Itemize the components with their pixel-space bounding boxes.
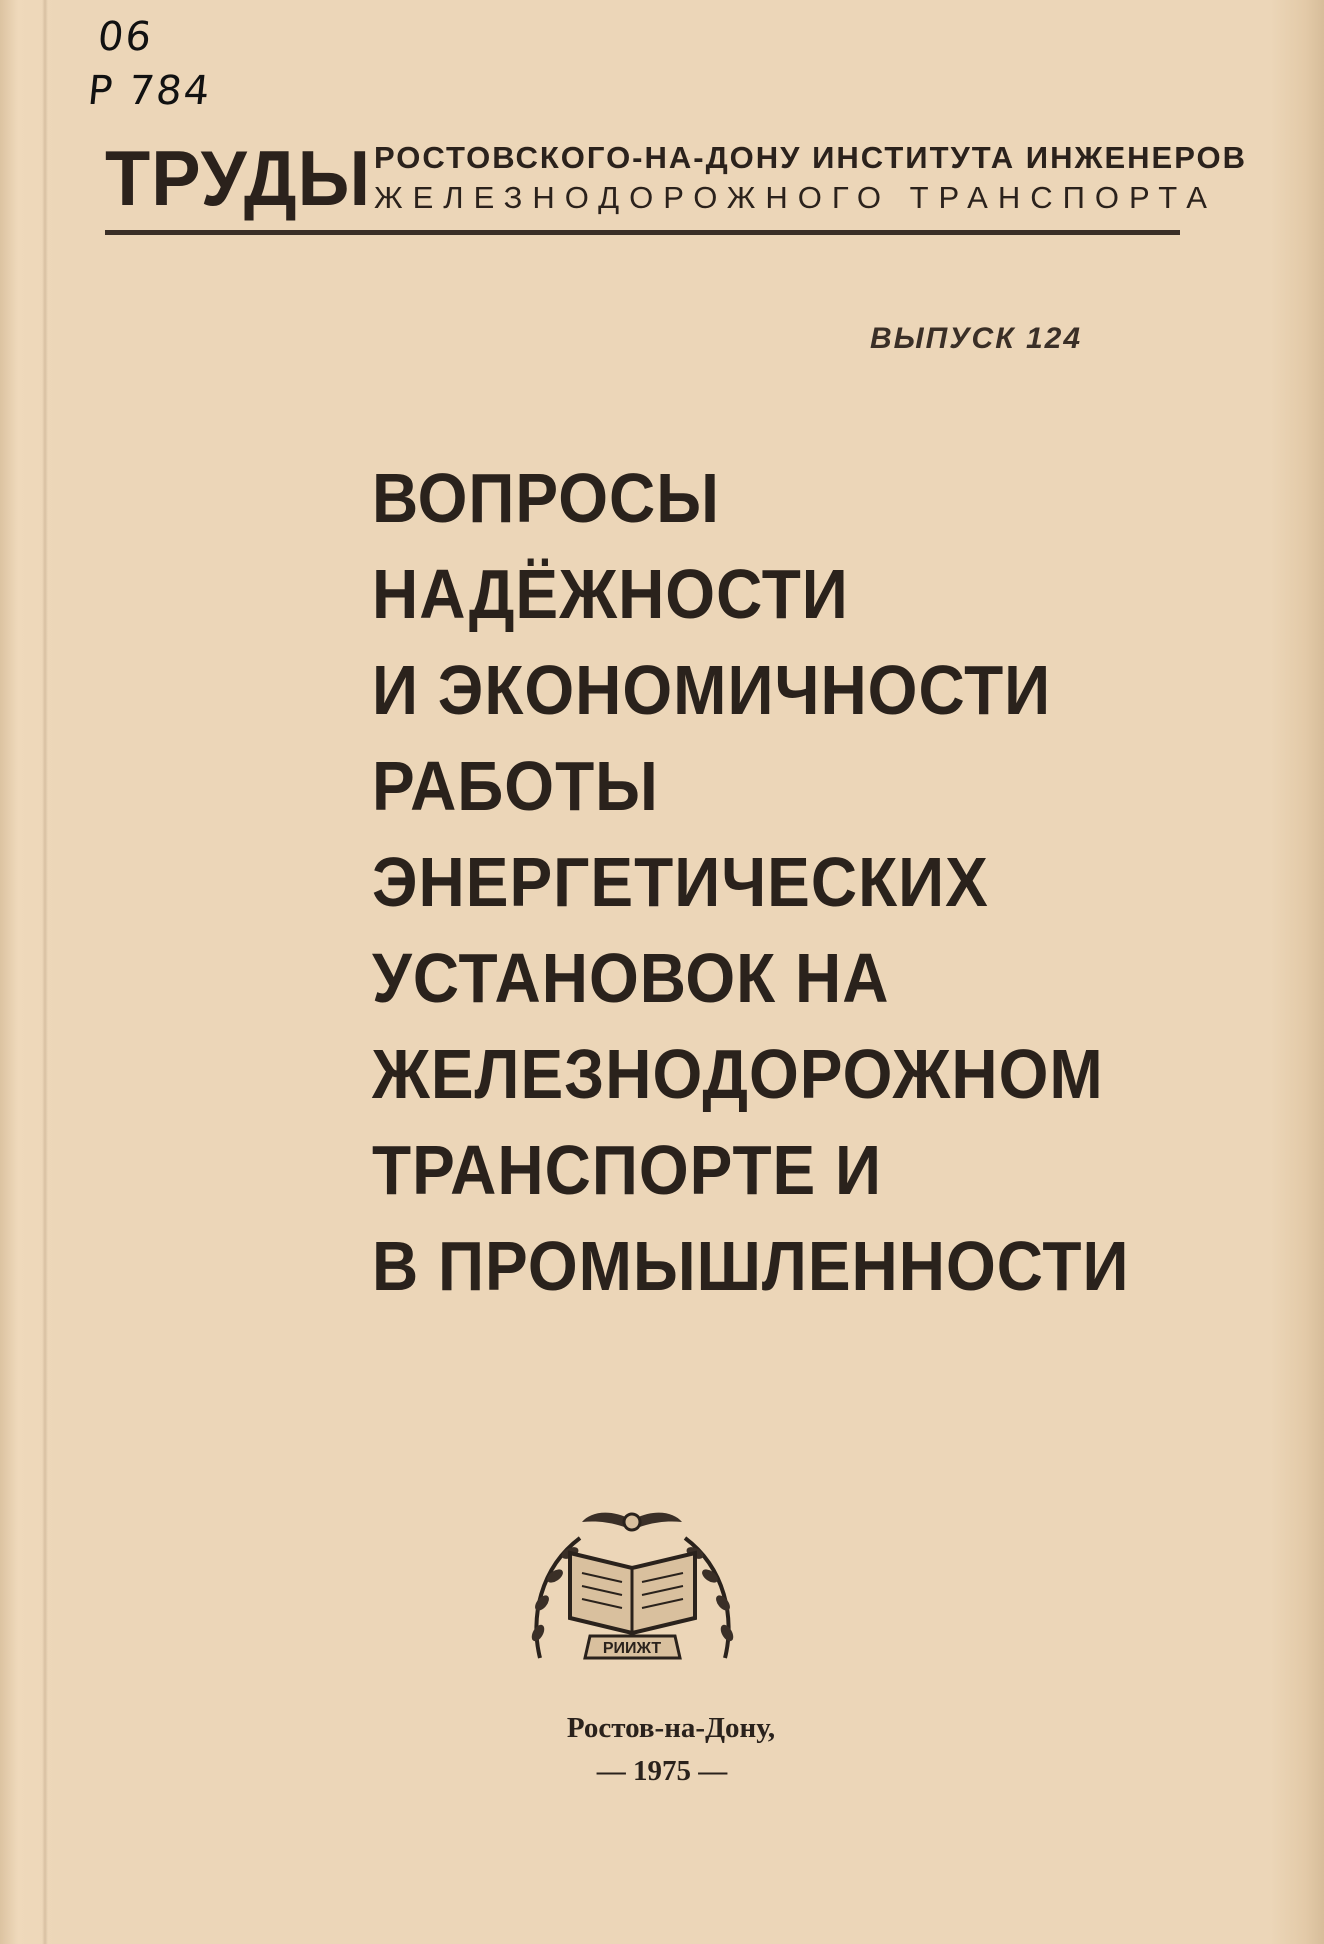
institute-name — [374, 140, 1247, 216]
handwritten-mark-1: 06 — [95, 14, 156, 60]
title-line: ВОПРОСЫ — [372, 459, 720, 537]
title-line: И ЭКОНОМИЧНОСТИ — [372, 651, 1052, 729]
handwritten-mark-2: Р 784 — [85, 68, 214, 114]
title-line: В ПРОМЫШЛЕННОСТИ — [372, 1227, 1130, 1305]
title-line: ЖЕЛЕЗНОДОРОЖНОМ — [372, 1035, 1104, 1113]
imprint-city: Ростов-на-Дону, — [566, 1712, 776, 1744]
header-rule — [105, 230, 1180, 235]
imprint — [0, 1712, 1324, 1788]
title-line: РАБОТЫ — [372, 747, 659, 825]
imprint-year: — 1975 — — [596, 1755, 728, 1787]
spine-crease — [42, 0, 48, 1944]
title-line: УСТАНОВОК НА — [372, 939, 890, 1017]
title-line: ТРАНСПОРТЕ И — [372, 1131, 882, 1209]
institute-emblem-icon — [520, 1498, 745, 1678]
issue-number: ВЫПУСК 124 — [870, 322, 1083, 355]
emblem-label: РИИЖТ — [602, 1640, 662, 1657]
book-title — [372, 450, 1292, 1314]
title-line: ЭНЕРГЕТИЧЕСКИХ — [372, 843, 989, 921]
title-line: НАДЁЖНОСТИ — [372, 555, 849, 633]
series-title: ТРУДЫ — [105, 134, 372, 223]
institute-line-2: ЖЕЛЕЗНОДОРОЖНОГО ТРАНСПОРТА — [374, 180, 1217, 215]
institute-line-1: РОСТОВСКОГО-НА-ДОНУ ИНСТИТУТА ИНЖЕНЕРОВ — [374, 140, 1247, 175]
